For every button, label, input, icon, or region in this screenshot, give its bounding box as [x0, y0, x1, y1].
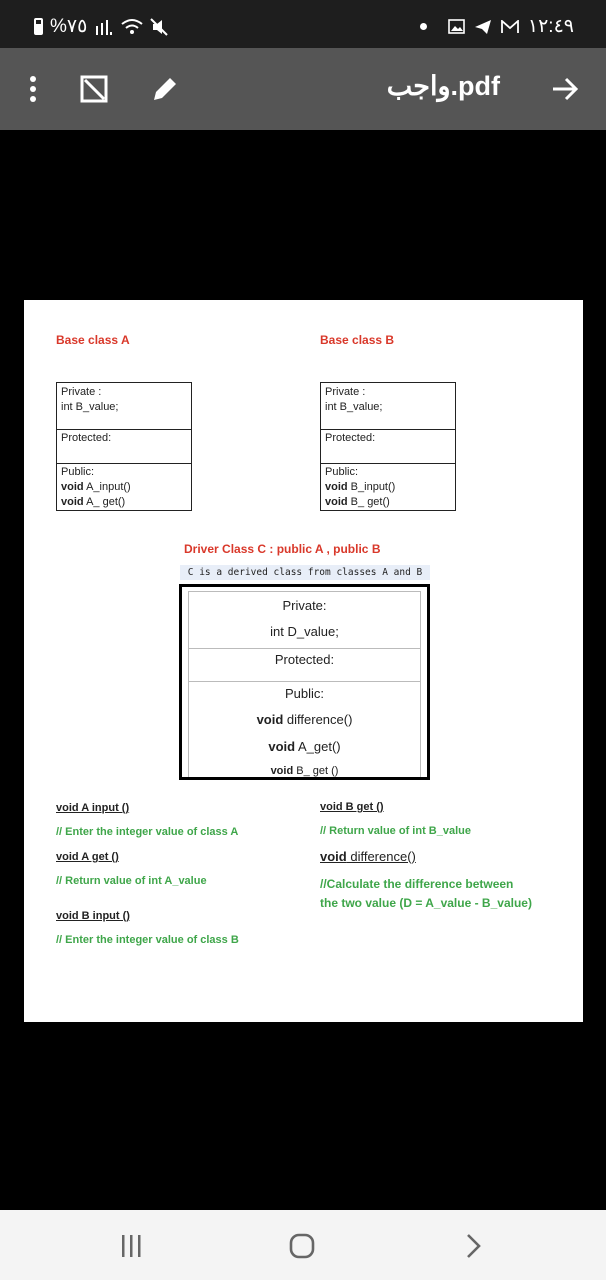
open-external-icon[interactable]	[77, 72, 111, 106]
class-a-protected	[57, 430, 191, 464]
private-label: Private :	[61, 386, 102, 398]
base-class-b-heading: Base class B	[320, 333, 395, 347]
mute-icon	[150, 18, 168, 36]
status-left	[34, 15, 168, 38]
gallery-icon	[448, 19, 465, 34]
telegram-icon	[474, 19, 492, 35]
b-get-description: // Return value of int B_value	[320, 825, 471, 837]
divider	[189, 648, 420, 649]
b-get-signature: void B get ()	[320, 801, 384, 813]
method-b-input: void B_input()	[325, 481, 396, 493]
a-get-description: // Return value of int A_value	[56, 875, 207, 887]
clock: ١٢:٤٩	[527, 16, 574, 37]
system-nav-bar	[0, 1210, 606, 1280]
gmail-icon	[501, 20, 519, 34]
class-c-inner	[188, 591, 421, 777]
method-a-get: void A_get()	[268, 739, 341, 754]
method-b-get: void B_ get()	[325, 496, 390, 508]
driver-class-heading: Driver Class C : public A , public B	[184, 542, 381, 556]
private-label: Private :	[325, 386, 366, 398]
method-a-input: void A_input()	[61, 481, 131, 493]
back-icon[interactable]	[458, 1232, 488, 1260]
wifi-icon	[121, 18, 143, 36]
private-label: Private:	[282, 598, 327, 613]
private-member: int D_value;	[270, 624, 339, 639]
base-class-a-heading: Base class A	[56, 333, 130, 347]
method-b-get: void B_ get ()	[270, 765, 339, 777]
battery-icon	[34, 18, 43, 35]
protected-label: Protected:	[274, 652, 335, 667]
class-b-protected	[321, 430, 455, 464]
b-input-description: // Enter the integer value of class B	[56, 934, 239, 946]
class-a-box	[56, 382, 192, 511]
derived-class-note: C is a derived class from classes A and B	[180, 565, 430, 580]
divider	[189, 681, 420, 682]
file-title: واجب.pdf	[386, 71, 500, 101]
document-page	[24, 300, 583, 1022]
difference-description-1: //Calculate the difference between	[320, 877, 514, 891]
a-input-signature: void A input ()	[56, 802, 130, 814]
private-member: int B_value;	[61, 401, 119, 413]
class-a-public	[57, 464, 191, 510]
public-label: Public:	[284, 686, 325, 701]
private-member: int B_value;	[325, 401, 383, 413]
battery-percent: %٧٥	[50, 16, 88, 37]
protected-label: Protected:	[61, 432, 112, 444]
status-bar	[0, 0, 606, 48]
class-b-box	[320, 382, 456, 511]
more-vert-icon[interactable]	[16, 72, 50, 106]
notification-dot-icon	[420, 23, 427, 30]
status-right	[420, 15, 574, 38]
a-input-description: // Enter the integer value of class A	[56, 826, 239, 838]
signal-icon	[94, 18, 114, 36]
b-input-signature: void B input ()	[56, 910, 130, 922]
recent-apps-icon[interactable]	[116, 1232, 146, 1260]
public-label: Public:	[325, 466, 359, 478]
class-b-public	[321, 464, 455, 510]
protected-label: Protected:	[325, 432, 376, 444]
a-get-signature: void A get ()	[56, 851, 119, 863]
pencil-icon[interactable]	[148, 72, 182, 106]
difference-description-2: the two value (D = A_value - B_value)	[320, 896, 532, 910]
home-icon[interactable]	[286, 1232, 318, 1260]
difference-signature: void difference()	[320, 849, 416, 864]
method-a-get: void A_ get()	[61, 496, 126, 508]
class-c-box	[179, 584, 430, 780]
arrow-icon[interactable]	[548, 72, 582, 106]
app-bar	[0, 48, 606, 130]
method-difference: void difference()	[256, 712, 353, 727]
class-b-private	[321, 383, 455, 430]
class-a-private	[57, 383, 191, 430]
public-label: Public:	[61, 466, 95, 478]
